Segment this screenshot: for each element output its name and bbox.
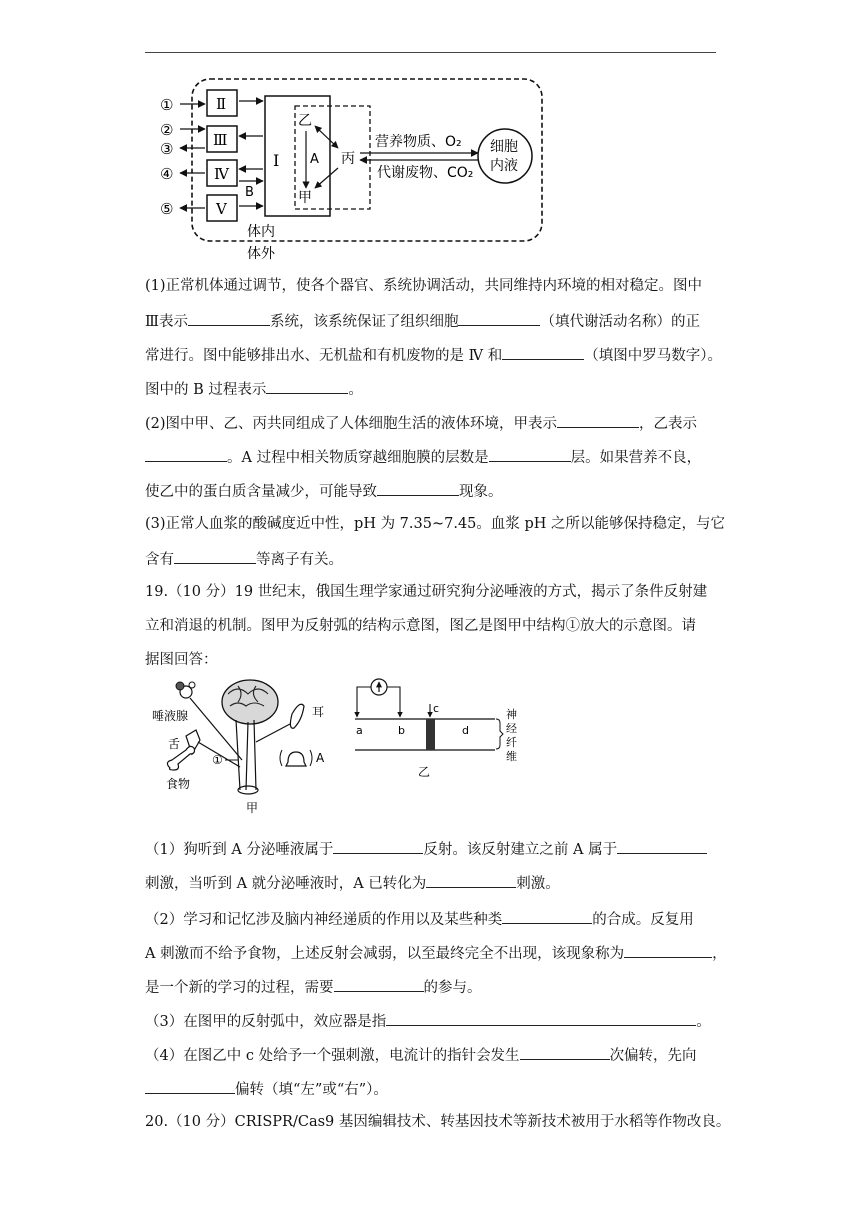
blank[interactable] xyxy=(557,412,639,428)
q19-line-2: 立和消退的机制。图甲为反射弧的结构示意图，图乙是图甲中结构①放大的示意图。请 xyxy=(145,618,696,634)
blank[interactable] xyxy=(386,1010,696,1026)
blank[interactable] xyxy=(520,1044,610,1060)
q18-line-8: (3)正常人血浆的酸碱度近中性，pH 为 7.35~7.45。血浆 pH 之所以能够保持稳定，与它 xyxy=(145,516,726,532)
label-A: A xyxy=(316,751,325,765)
blank[interactable] xyxy=(426,872,516,888)
label-yi: 乙 xyxy=(298,113,312,129)
q18-line-6: 。A 过程中相关物质穿越细胞膜的层数是 层。如果营养不良， xyxy=(145,446,717,468)
blank[interactable] xyxy=(458,310,540,326)
q18-line-1: (1)正常机体通过调节，使各个器官、系统协调活动，共同维持内环境的相对稳定。图中 xyxy=(145,278,703,294)
q19-sub-4: A 刺激而不给予食物，上述反射会减弱，以至最终完全不出现，该现象称为 ， xyxy=(145,942,717,964)
label-1: ① xyxy=(160,96,174,114)
fiber-label-4: 维 xyxy=(506,750,517,763)
blank[interactable] xyxy=(377,480,459,496)
q18-line-9: 含有 等离子有关。 xyxy=(145,548,717,570)
q18-line-2: Ⅲ表示 系统，该系统保证了组织细胞 （填代谢活动名称）的正 xyxy=(145,310,717,332)
label-b: b xyxy=(398,724,405,737)
label-jia: 甲 xyxy=(246,801,259,815)
label-jia: 甲 xyxy=(298,190,312,206)
label-4: ④ xyxy=(160,165,174,183)
blank[interactable] xyxy=(145,1078,235,1094)
ear-icon xyxy=(290,704,304,728)
brain-icon xyxy=(222,680,278,724)
label-waste: 代谢废物、CO₂ xyxy=(377,165,474,181)
q19-sub-8: 偏转（填“左”或“右”）。 xyxy=(145,1078,717,1100)
label-ear: 耳 xyxy=(312,705,325,719)
q18-line-5: (2)图中甲、乙、丙共同组成了人体细胞生活的液体环境，甲表示 ，乙表示 xyxy=(145,412,717,434)
label-food: 食物 xyxy=(166,777,191,791)
fiber-label-2: 经 xyxy=(506,722,517,735)
cell-label-2: 内液 xyxy=(490,158,518,174)
label-saliva: 唾液腺 xyxy=(152,709,189,723)
blank[interactable] xyxy=(174,548,256,564)
box-IV: Ⅳ xyxy=(214,165,229,183)
blank[interactable] xyxy=(188,310,270,326)
box-II: Ⅱ xyxy=(216,95,227,113)
blank[interactable] xyxy=(624,942,712,958)
label-B: B xyxy=(245,185,254,200)
bell-icon xyxy=(280,750,312,766)
fiber-label-3: 纤 xyxy=(506,736,517,749)
q19-sub-6: （3）在图甲的反射弧中，效应器是指 。 xyxy=(145,1010,717,1032)
q19-sub-7: （4）在图乙中 c 处给予一个强刺激，电流计的指针会发生 次偏转，先向 xyxy=(145,1044,717,1066)
blank[interactable] xyxy=(617,838,707,854)
q19-sub-2: 刺激，当听到 A 就分泌唾液时，A 已转化为 刺激。 xyxy=(145,872,717,894)
label-nutrients: 营养物质、O₂ xyxy=(375,134,462,150)
blank[interactable] xyxy=(334,976,424,992)
label-yi: 乙 xyxy=(418,765,431,779)
q18-line-7: 使乙中的蛋白质含量减少，可能导致 现象。 xyxy=(145,480,717,502)
fiber-label-1: 神 xyxy=(506,708,517,721)
blank[interactable] xyxy=(502,344,584,360)
label-bing: 丙 xyxy=(341,151,355,167)
q20-line-1: 20.（10 分）CRISPR/Cas9 基因编辑技术、转基因技术等新技术被用于水稻等作物改良。 xyxy=(145,1114,731,1130)
cell-label-1: 细胞 xyxy=(490,139,518,155)
label-2: ② xyxy=(160,121,174,139)
internal-environment-diagram xyxy=(155,76,545,266)
q19-sub-1: （1）狗听到 A 分泌唾液属于 反射。该反射建立之前 A 属于 xyxy=(145,838,717,860)
label-outside: 体外 xyxy=(247,246,275,262)
blank[interactable] xyxy=(266,378,348,394)
label-c: c xyxy=(433,702,440,715)
q18-line-4: 图中的 B 过程表示 。 xyxy=(145,378,717,400)
label-inside: 体内 xyxy=(247,224,275,240)
label-d: d xyxy=(462,724,469,737)
q19-sub-3: （2）学习和记忆涉及脑内神经递质的作用以及某些种类 的合成。反复用 xyxy=(145,908,717,930)
label-A: A xyxy=(310,152,319,167)
label-a: a xyxy=(356,724,363,737)
salivary-gland-icon xyxy=(176,682,195,698)
q19-line-3: 据图回答： xyxy=(145,652,218,668)
label-5: ⑤ xyxy=(160,200,174,218)
box-I: Ⅰ xyxy=(273,151,280,170)
box-III: Ⅲ xyxy=(213,131,228,149)
blank[interactable] xyxy=(145,446,227,462)
reflex-arc-diagram xyxy=(150,672,530,820)
q19-sub-5: 是一个新的学习的过程，需要 的参与。 xyxy=(145,976,717,998)
blank[interactable] xyxy=(333,838,423,854)
box-V: Ⅴ xyxy=(216,200,227,218)
q19-line-1: 19.（10 分）19 世纪末，俄国生理学家通过研究狗分泌唾液的方式，揭示了条件反射建 xyxy=(145,584,708,600)
header-rule xyxy=(145,52,716,53)
blank[interactable] xyxy=(502,908,592,924)
blank[interactable] xyxy=(489,446,571,462)
label-3: ③ xyxy=(160,140,174,158)
label-tongue: 舌 xyxy=(168,737,181,751)
q18-line-3: 常进行。图中能够排出水、无机盐和有机废物的是 Ⅳ 和 （填图中罗马数字）。 xyxy=(145,344,717,366)
label-1: ① xyxy=(212,753,223,767)
